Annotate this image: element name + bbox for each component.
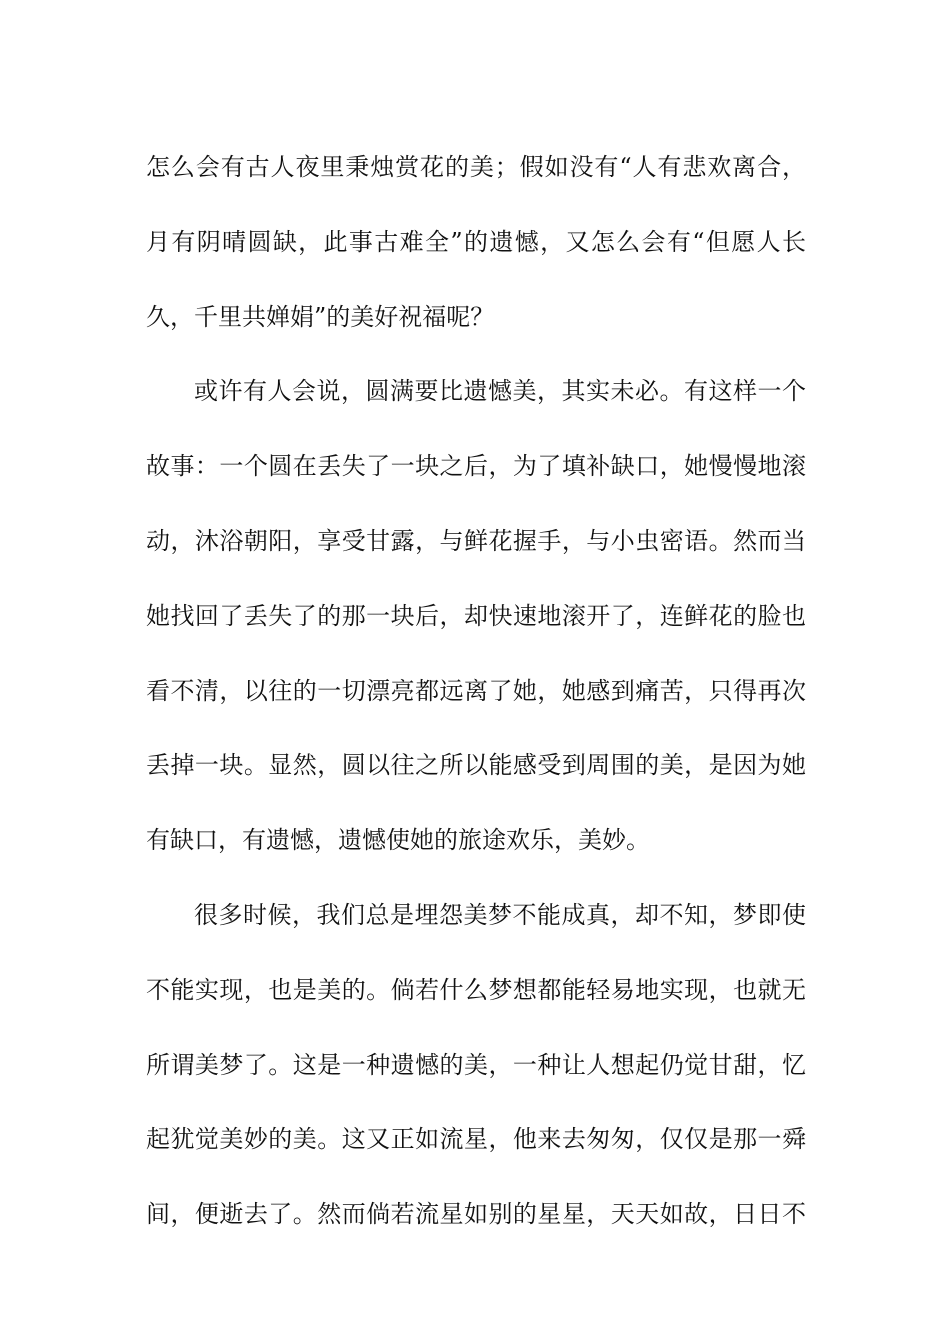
text-line: 久，千里共婵娟”的美好祝福呢？ bbox=[146, 302, 495, 331]
text-line: 月有阴晴圆缺，此事古难全”的遗憾，又怎么会有“但愿人长 bbox=[146, 227, 806, 256]
text-line: 看不清，以往的一切漂亮都远离了她，她感到痛苦，只得再次 bbox=[146, 676, 806, 705]
text-line: 起犹觉美妙的美。这又正如流星，他来去匆匆，仅仅是那一舜 bbox=[146, 1125, 806, 1154]
text-line: 她找回了丢失了的那一块后，却快速地滚开了，连鲜花的脸也 bbox=[146, 601, 806, 630]
text-line: 故事：一个圆在丢失了一块之后，为了填补缺口，她慢慢地滚 bbox=[146, 452, 806, 481]
text-line: 很多时候，我们总是埋怨美梦不能成真，却不知，梦即使 bbox=[194, 900, 806, 929]
text-line: 所谓美梦了。这是一种遗憾的美，一种让人想起仍觉甘甜，忆 bbox=[146, 1050, 806, 1079]
text-line: 间，便逝去了。然而倘若流星如别的星星，天天如故，日日不 bbox=[146, 1200, 806, 1229]
body-text bbox=[146, 130, 806, 1252]
text-line: 或许有人会说，圆满要比遗憾美，其实未必。有这样一个 bbox=[194, 377, 806, 406]
text-line: 动，沐浴朝阳，享受甘露，与鲜花握手，与小虫密语。然而当 bbox=[146, 526, 806, 555]
text-line: 怎么会有古人夜里秉烛赏花的美；假如没有“人有悲欢离合， bbox=[146, 153, 806, 181]
text-line: 有缺口，有遗憾，遗憾使她的旅途欢乐，美妙。 bbox=[146, 826, 650, 855]
text-line: 丢掉一块。显然，圆以往之所以能感受到周围的美，是因为她 bbox=[146, 751, 806, 780]
text-line: 不能实现，也是美的。倘若什么梦想都能轻易地实现，也就无 bbox=[146, 975, 806, 1004]
